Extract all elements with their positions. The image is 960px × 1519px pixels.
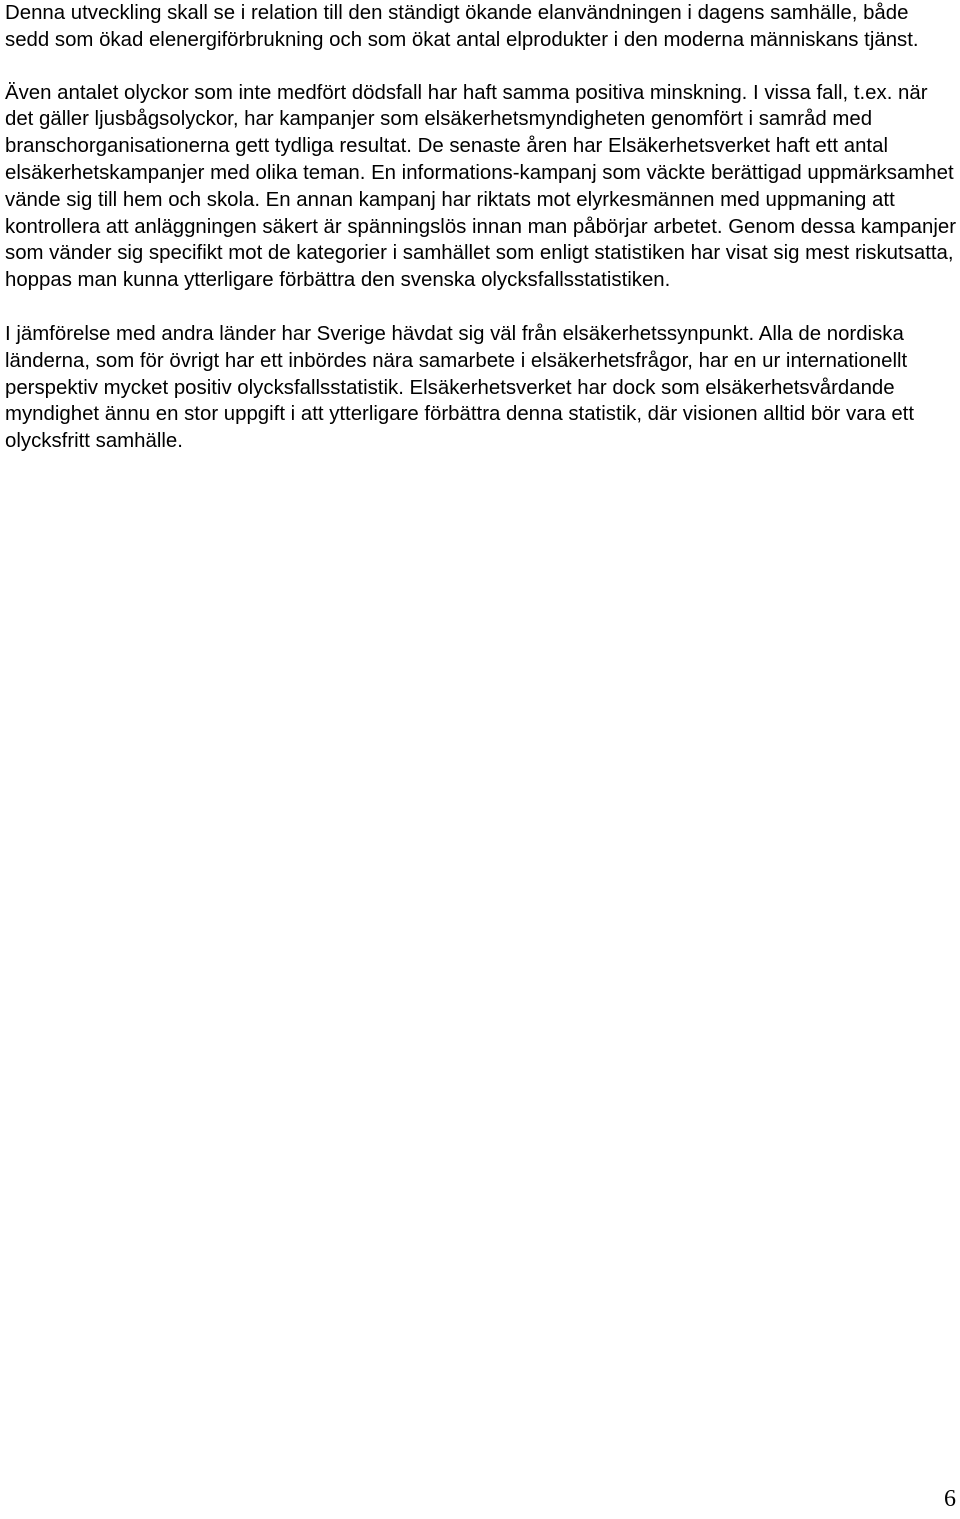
paragraph-1: Denna utveckling skall se i relation till den ständigt ökande elanvändningen i dagens samhälle, både sedd som ökad elenergiförbrukning och som ökat antal elprodukter i den moderna människans tjänst. xyxy=(5,2,919,51)
paragraph-2: Även antalet olyckor som inte medfört dödsfall har haft samma positiva minskning. I vissa fall, t.ex. när det gäller ljusbågsolyckor, har kampanjer som elsäkerhetsmyndigheten genomfört i samråd med branschorganisationerna gett tydliga resultat. De senaste åren har Elsäkerhetsverket haft ett antal elsäkerhetskampanjer med olika teman. En informations-kampanj som väckte berättigad uppmärksamhet vände sig till hem och skola. En annan kampanj har riktats mot elyrkesmännen med uppmaning att kontrollera att anläggningen säkert är spänningslös innan man påbörjar arbetet. Genom dessa kampanjer som vänder sig specifikt mot de kategorier i samhället som enligt statistiken har visat sig mest riskutsatta, hoppas man kunna ytterligare förbättra den svenska olycksfallsstatistiken. xyxy=(5,81,957,292)
paragraph-3: I jämförelse med andra länder har Sverige hävdat sig väl från elsäkerhetssynpunkt. Alla de nordiska länderna, som för övrigt har ett inbördes nära samarbete i elsäkerhetsfrågor, har en ur internationellt perspektiv mycket positiv olycksfallsstatistik. Elsäkerhetsverket har dock som elsäkerhetsvårdande myndighet ännu en stor uppgift i att ytterligare förbättra denna statistik, där visionen alltid bör vara ett olycksfritt samhälle. xyxy=(5,322,915,453)
body-text xyxy=(5,0,957,482)
page-number: 6 xyxy=(944,1486,956,1512)
